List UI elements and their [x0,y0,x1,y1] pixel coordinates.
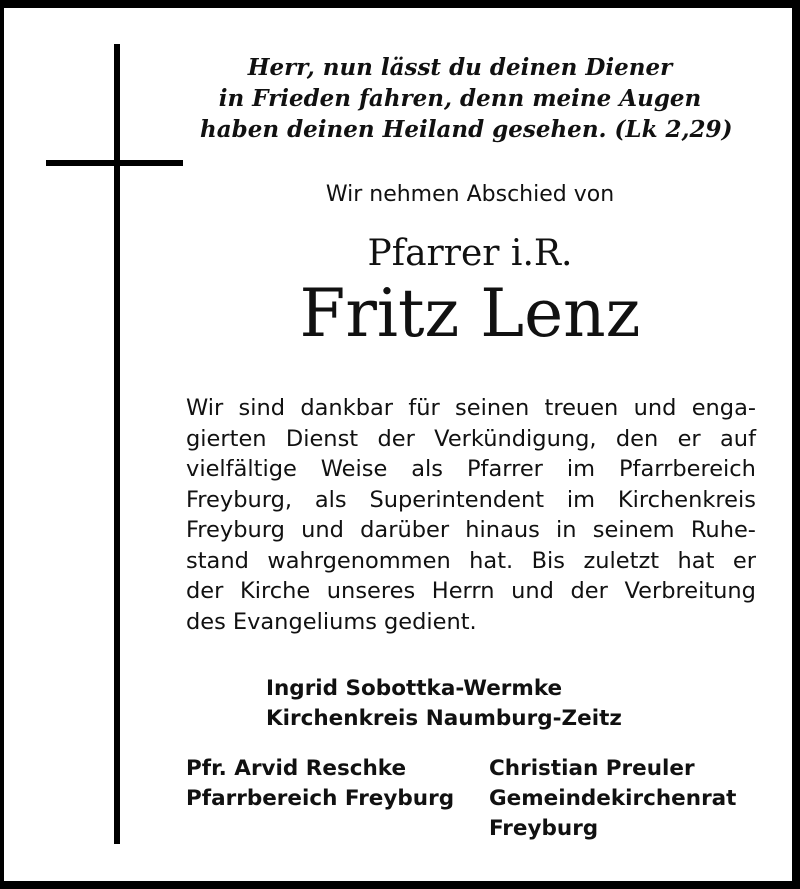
tribute-word: Evangeliums [232,608,377,635]
tribute-word: Pfarrer [466,456,543,482]
tribute-word: Verkündigung, [434,425,597,452]
tribute-word: Wir [186,395,224,421]
verse-line: Herr, nun lässt du deinen Diener [247,54,673,81]
tribute-text [186,393,756,637]
tribute-line [186,424,756,455]
tribute-word: Verbreitung [624,578,756,604]
signature-name: Ingrid Sobottka-Wermke [266,676,563,701]
signature-organization: Kirchenkreis Naumburg-Zeitz [266,706,622,731]
tribute-word: auf [720,425,756,452]
tribute-word: Bis [531,547,566,574]
tribute-line [186,485,756,516]
signature-name: Pfr. Arvid Reschke [186,756,407,781]
verse-line: in Frieden fahren, denn meine Augen [218,85,702,112]
tribute-line [186,393,756,424]
farewell-intro: Wir nehmen Abschied von [325,182,615,207]
tribute-word: im [566,456,596,482]
tribute-word: Pfarrbereich [618,456,756,482]
tribute-word: Kirchenkreis [617,486,756,513]
tribute-word: zuletzt [583,547,660,574]
tribute-word: seinem [592,517,675,543]
tribute-word: er [732,547,756,574]
cross-horizontal-beam [46,160,183,166]
tribute-word: und [511,578,554,604]
bible-verse [200,52,733,145]
tribute-word: er [677,425,701,452]
tribute-line [186,576,756,607]
tribute-word: Ruhe- [690,517,756,543]
signature-place: Freyburg [489,816,599,841]
tribute-line [186,515,756,546]
tribute-word: hinaus [465,517,540,543]
tribute-word: als [314,486,347,513]
tribute-word: für [408,395,440,421]
tribute-word: sind [238,395,286,421]
tribute-word: als [411,456,444,482]
tribute-word: der [377,425,415,452]
tribute-word: enga- [691,395,756,421]
signature-council [489,754,736,844]
tribute-word: in [556,517,577,543]
tribute-word: gedient. [383,608,477,635]
tribute-word: darüber [360,517,450,543]
tribute-word: dankbar [300,395,394,421]
tribute-word: des [186,608,226,635]
tribute-word: hat. [469,547,514,574]
tribute-word: hat [677,547,715,574]
tribute-word: und [301,517,344,543]
signature-organization: Pfarrbereich Freyburg [186,786,455,811]
tribute-word: der [186,578,224,604]
deceased-name: Fritz Lenz [299,275,641,352]
tribute-word: unseres [326,578,416,604]
deceased-title: Pfarrer i.R. [367,233,573,274]
tribute-line [186,454,756,485]
signature-superintendent [266,674,622,734]
tribute-word: und [633,395,677,421]
tribute-word: Freyburg, [186,486,293,513]
tribute-line [186,546,756,577]
tribute-word: der [570,578,608,604]
tribute-word: Superintendent [369,486,545,513]
signature-organization: Gemeindekirchenrat [489,786,737,811]
tribute-word: im [566,486,596,513]
tribute-word: gierten [186,425,267,452]
tribute-word: den [615,425,659,452]
tribute-word: wahrgenommen [267,547,451,574]
tribute-word: stand [186,547,249,574]
verse-line: haben deinen Heiland gesehen. (Lk 2,29) [200,116,733,143]
tribute-word: seinen [455,395,530,421]
tribute-word: Kirche [239,578,311,604]
tribute-word: Dienst [285,425,359,452]
tribute-word: Weise [320,456,388,482]
tribute-word: Freyburg [186,517,285,543]
tribute-word: vielfältige [186,456,297,482]
tribute-word: treuen [544,395,619,421]
signature-name: Christian Preuler [489,756,695,781]
tribute-line [186,607,756,638]
tribute-word: Herrn [431,578,495,604]
signature-pastor [186,754,454,814]
